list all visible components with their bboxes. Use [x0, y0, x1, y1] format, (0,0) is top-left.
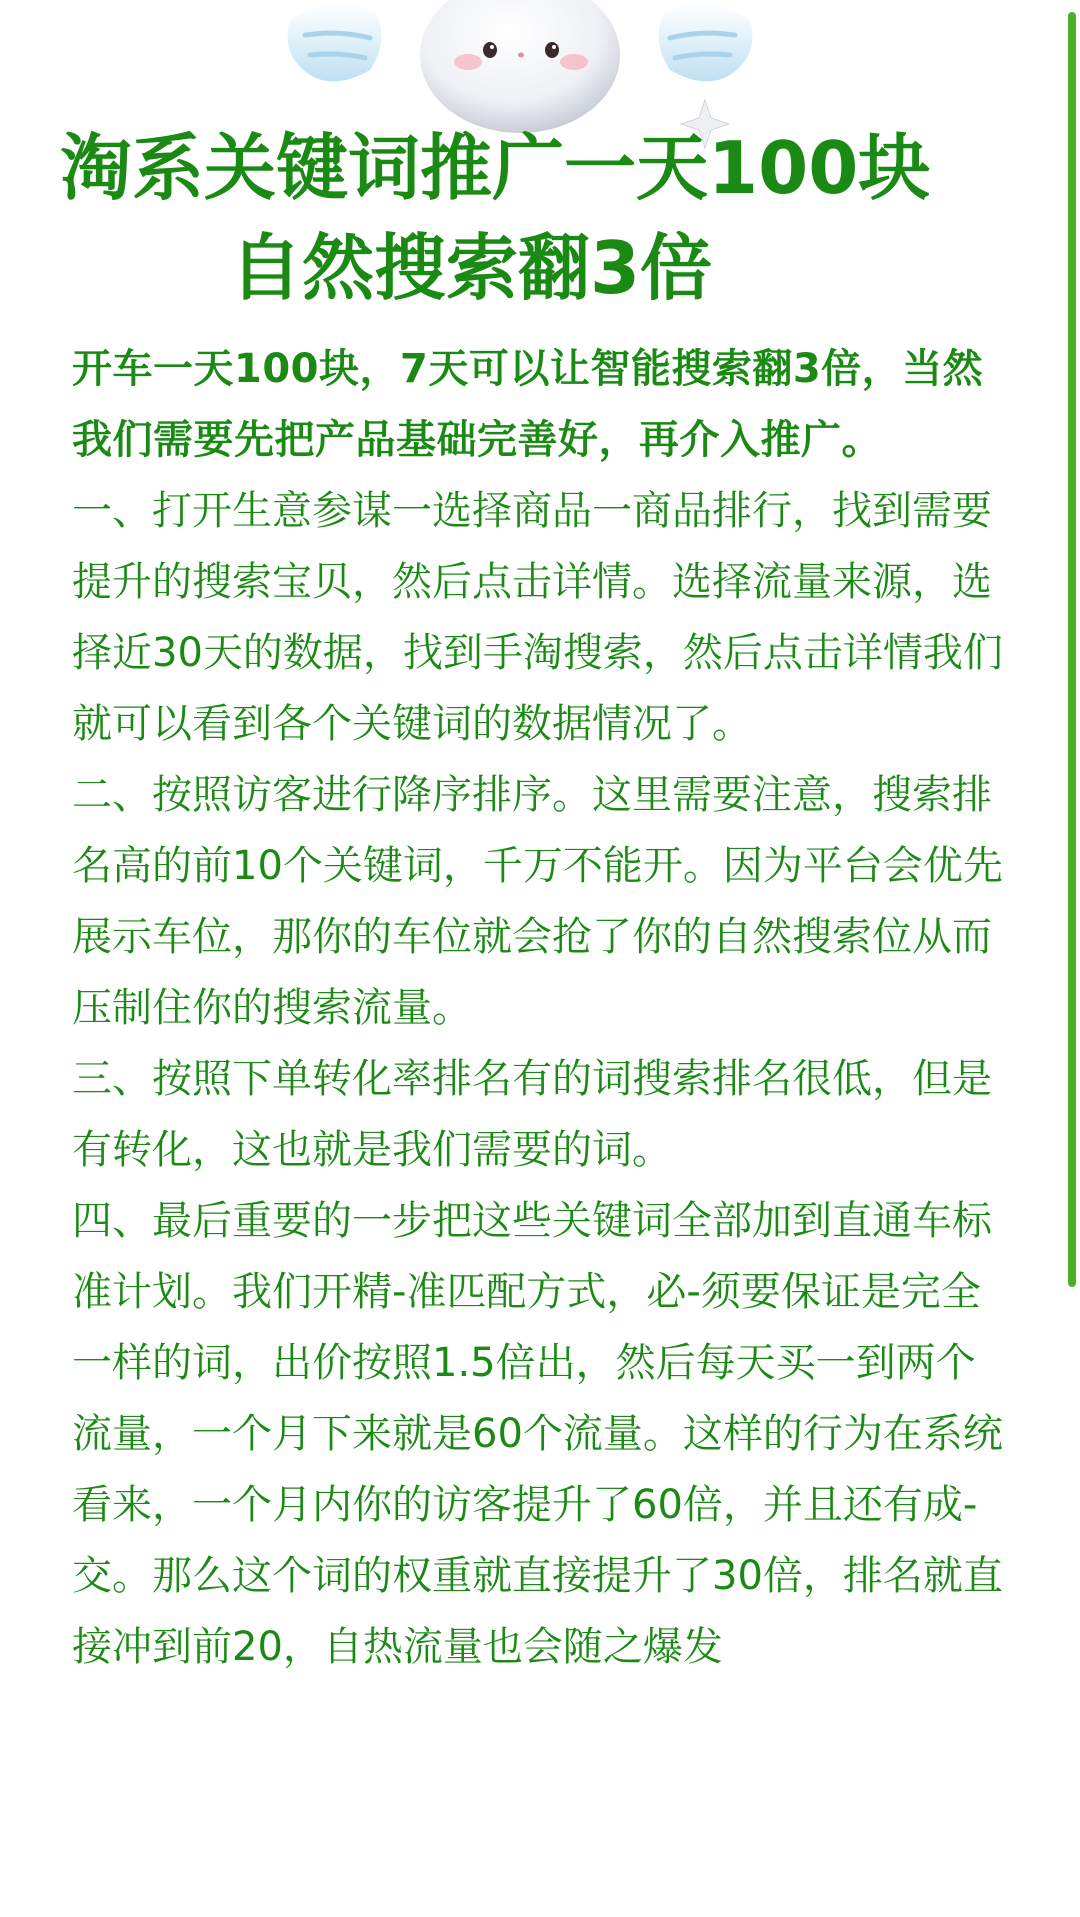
- step-2-paragraph: 二、按照访客进行降序排序。这里需要注意，搜索排名高的前10个关键词，千万不能开。因为平台会优先展示车位，那你的车位就会抢了你的自然搜索位从而压制住你的搜索流量。: [72, 772, 1003, 1031]
- article-body: [72, 334, 1012, 1683]
- title-line-2: 自然搜索翻3倍: [230, 226, 713, 310]
- step-4-paragraph: 四、最后重要的一步把这些关键词全部加到直通车标准计划。我们开精-准匹配方式，必-须要保证是完全一样的词，出价按照1.5倍出，然后每天买一到两个流量，一个月下来就是60个流量。这样的行为在系统看来，一个月内你的访客提升了60倍，并且还有成-交。那么这个词的权重就直接提升了30倍，排名就直接冲到前20，自热流量也会随之爆发: [72, 1198, 1003, 1670]
- intro-paragraph: 开车一天100块，7天可以让智能搜索翻3倍，当然我们需要先把产品基础完善好，再介入推广。: [72, 346, 984, 463]
- scrollbar[interactable]: [1068, 12, 1076, 1287]
- step-3-paragraph: 三、按照下单转化率排名有的词搜索排名很低，但是有转化，这也就是我们需要的词。: [72, 1056, 992, 1173]
- left-wing-icon: [288, 4, 382, 81]
- right-wing-icon: [659, 4, 753, 81]
- step-1-paragraph: 一、打开生意参谋一选择商品一商品排行，找到需要提升的搜索宝贝，然后点击详情。选择流量来源，选择近30天的数据，找到手淘搜索，然后点击详情我们就可以看到各个关键词的数据情况了。: [72, 488, 1003, 747]
- title-line-1: 淘系关键词推广一天100块: [60, 126, 931, 210]
